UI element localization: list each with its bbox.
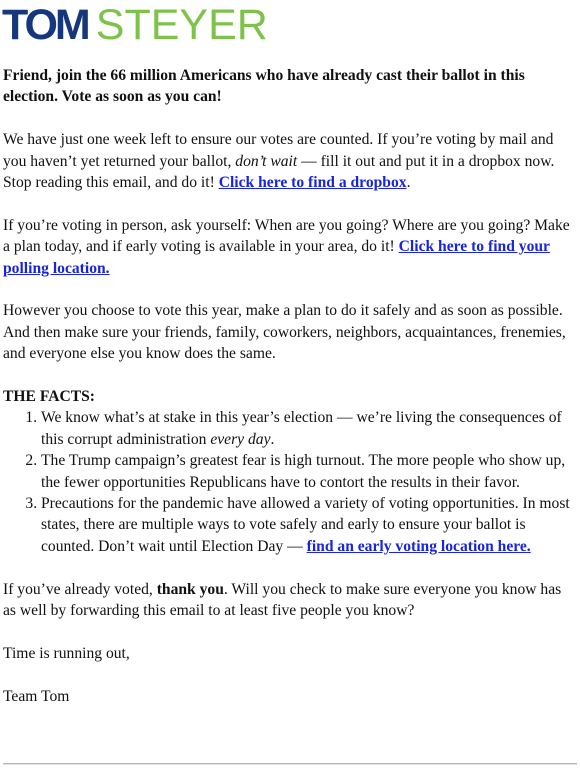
in-person-paragraph <box>3 215 577 279</box>
signature: Team Tom <box>3 687 70 705</box>
facts-list <box>3 407 577 557</box>
plan-paragraph: However you choose to vote this year, make a plan to do it safely and as soon as possible. And then make sure your friends, family, coworkers, neighbors, acquaintances, frenemies, and everyone else you know does the same. <box>3 302 566 363</box>
already-voted-text: If you’ve already voted, <box>3 580 157 598</box>
facts-heading: THE FACTS: <box>3 388 95 406</box>
fact-1-text: We know what’s at stake in this year’s election — we’re living the consequences of this corrupt administration <box>41 409 562 448</box>
find-dropbox-link[interactable]: Click here to find a dropbox <box>218 174 407 192</box>
logo-steyer: STEYER <box>95 1 268 49</box>
fact-item-2: 2. The Trump campaign’s greatest fear is high turnout. The more people who show up, the fewer opportunities Republicans have to contort the results in their favor. <box>41 450 577 493</box>
fact-item-1 <box>41 407 577 450</box>
already-voted-paragraph <box>3 579 577 622</box>
in-person-text: If you’re voting in person, ask yourself: When are you going? Where are you going? Make a plan today, and if early voting is available in your area, do it! <box>3 216 570 256</box>
fact-1-emphasis: every day <box>210 430 271 448</box>
intro-paragraph: Friend, join the 66 million Americans who have already cast their ballot in this election. Vote as soon as you can! <box>3 67 525 106</box>
dropbox-text-2: — fill it out and put it in a dropbox now. Stop reading this email, and do it! <box>3 152 555 192</box>
fact-1-end: . <box>270 430 275 448</box>
closing-line: Time is running out, <box>3 644 130 662</box>
dropbox-text: We have just one week left to ensure our votes are counted. If you’re voting by mail and you haven’t yet returned your ballot, <box>3 131 554 170</box>
fact-3-text: Precautions for the pandemic have allowed a variety of voting opportunities. In most states, there are multiple ways to vote safely and early to ensure your ballot is counted. Don’t wait until Election Day — <box>41 495 570 555</box>
dropbox-period: . <box>406 174 411 192</box>
fact-item-3 <box>41 493 577 557</box>
logo-tom: TOM <box>2 1 88 49</box>
dropbox-paragraph <box>3 129 577 193</box>
find-polling-location-link[interactable]: Click here to find your polling location. <box>3 238 550 277</box>
dont-wait-emphasis: don’t wait <box>235 152 298 170</box>
email-body <box>3 65 577 728</box>
tom-steyer-logo <box>2 1 268 49</box>
find-early-voting-link[interactable]: find an early voting location here. <box>306 537 531 555</box>
already-voted-text-2: . Will you check to make sure everyone you know has as well by forwarding this email to at least five people you know? <box>3 580 562 620</box>
thank-you-bold: thank you <box>156 580 224 598</box>
footer-divider <box>3 763 577 765</box>
